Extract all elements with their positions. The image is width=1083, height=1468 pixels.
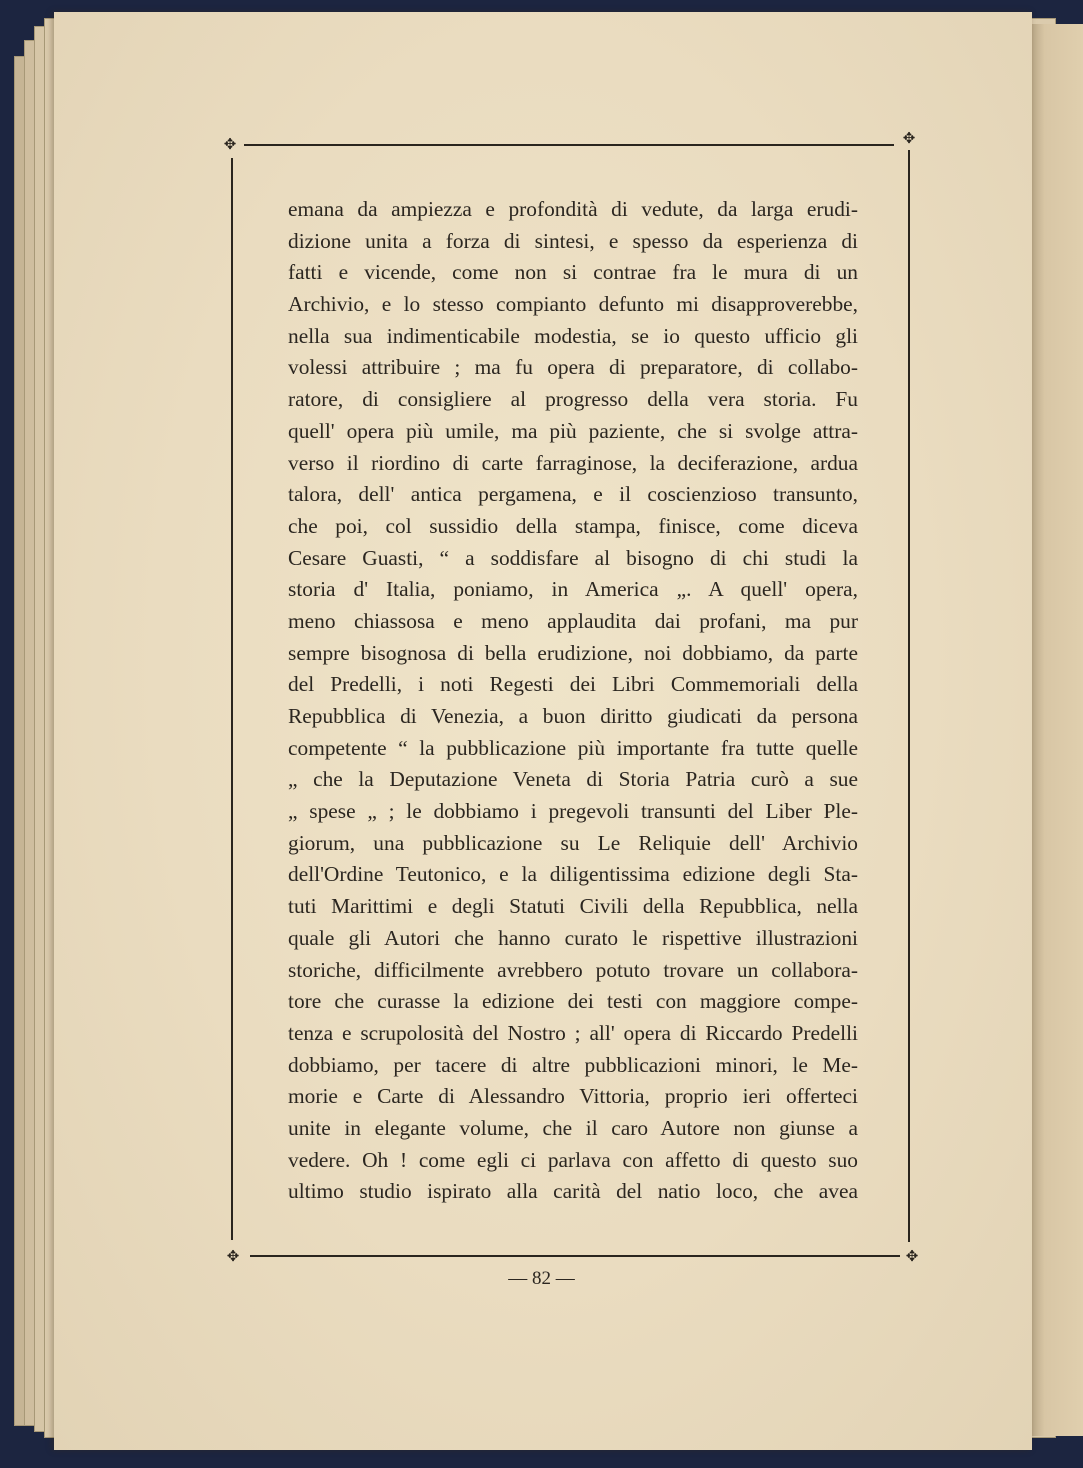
text-line: „ spese „ ; le dobbiamo i pregevoli transunti del Liber Ple- <box>288 799 858 824</box>
frame-top-rule <box>244 144 894 146</box>
page-number: — 82 — <box>508 1268 575 1289</box>
text-line: quale gli Autori che hanno curato le rispettive illustrazioni <box>288 925 858 950</box>
frame-right-rule <box>908 150 910 1242</box>
text-line: ultimo studio ispirato alla carità del natio loco, che avea <box>288 1179 858 1204</box>
text-line: ratore, di consigliere al progresso della vera storia. Fu <box>288 387 858 412</box>
text-line: dell'Ordine Teutonico, e la diligentissima edizione degli Sta- <box>288 862 858 887</box>
text-line: dobbiamo, per tacere di altre pubblicazioni minori, le Me- <box>288 1052 858 1077</box>
text-line: storiche, difficilmente avrebbero potuto trovare un collabora- <box>288 957 858 982</box>
text-line: competente “ la pubblicazione più importante fra tutte quelle <box>288 735 858 760</box>
text-line: giorum, una pubblicazione su Le Reliquie dell' Archivio <box>288 830 858 855</box>
text-line: talora, dell' antica pergamena, e il coscienzioso transunto, <box>288 482 858 507</box>
text-line: tenza e scrupolosità del Nostro ; all' opera di Riccardo Predelli <box>288 1020 858 1045</box>
text-line: sempre bisognosa di bella erudizione, noi dobbiamo, da parte <box>288 640 858 665</box>
text-line: Archivio, e lo stesso compianto defunto mi disapproverebbe, <box>288 292 858 317</box>
text-line: „ che la Deputazione Veneta di Storia Patria curò a sue <box>288 767 858 792</box>
text-line: nella sua indimenticabile modestia, se io questo ufficio gli <box>288 323 858 348</box>
text-line: storia d' Italia, poniamo, in America „. A quell' opera, <box>288 577 858 602</box>
quatrefoil-ornament-icon: ✥ <box>905 1247 919 1265</box>
text-line: meno chiassosa e meno applaudita dai profani, ma pur <box>288 608 858 633</box>
text-line: quell' opera più umile, ma più paziente, che si svolge attra- <box>288 418 858 443</box>
text-line: dizione unita a forza di sintesi, e spesso da esperienza di <box>288 228 858 253</box>
text-line: Cesare Guasti, “ a soddisfare al bisogno di chi studi la <box>288 545 858 570</box>
text-line: emana da ampiezza e profondità di vedute, da larga erudi- <box>288 197 858 221</box>
quatrefoil-ornament-icon: ✥ <box>902 129 916 147</box>
text-line: verso il riordino di carte farraginose, la deciferazione, ardua <box>288 450 858 475</box>
text-line: del Predelli, i noti Regesti dei Libri Commemoriali della <box>288 672 858 697</box>
text-line: unite in elegante volume, che il caro Autore non giunse a <box>288 1115 858 1140</box>
facing-page-edge <box>1024 24 1083 1436</box>
quatrefoil-ornament-icon: ✥ <box>226 1247 240 1265</box>
text-line: tore che curasse la edizione dei testi con maggiore compe- <box>288 989 858 1014</box>
text-line: volessi attribuire ; ma fu opera di preparatore, di collabo- <box>288 355 858 380</box>
text-line: fatti e vicende, come non si contrae fra le mura di un <box>288 260 858 285</box>
text-line: vedere. Oh ! come egli ci parlava con affetto di questo suo <box>288 1147 858 1172</box>
text-line: tuti Marittimi e degli Statuti Civili della Repubblica, nella <box>288 894 858 919</box>
frame-left-rule <box>231 158 233 1240</box>
text-line: morie e Carte di Alessandro Vittoria, proprio ieri offerteci <box>288 1084 858 1109</box>
text-line: Repubblica di Venezia, a buon diritto giudicati da persona <box>288 704 858 728</box>
text-line: che poi, col sussidio della stampa, finisce, come diceva <box>288 513 858 538</box>
body-text <box>288 194 858 1208</box>
quatrefoil-ornament-icon: ✥ <box>223 135 237 153</box>
frame-bottom-rule <box>250 1255 900 1257</box>
